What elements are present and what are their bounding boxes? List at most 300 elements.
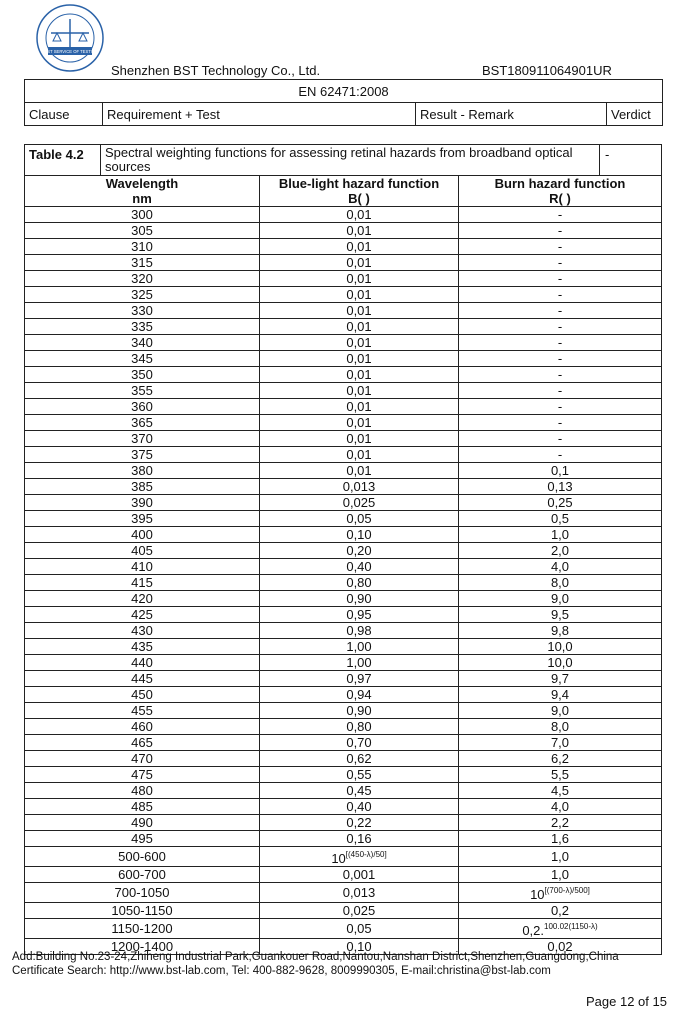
blue-light-value-cell [260,351,459,367]
table-row [25,639,662,655]
wavelength-cell-text: 390 [131,495,153,510]
wavelength-cell-text: 305 [131,223,153,238]
blue-light-value-cell-text: 0,80 [346,575,372,590]
blue-light-value-cell-text: 0,10 [346,939,372,954]
burn-value-cell-text: 1,6 [550,831,570,846]
wavelength-cell-text: 400 [131,527,153,542]
blue-light-value-cell-text: 1,00 [346,639,372,654]
blue-light-value-cell-text: 0,01 [346,431,372,446]
wavelength-column-header [25,176,260,207]
wavelength-cell-text: 350 [131,367,153,382]
table-row [25,271,662,287]
blue-light-value-cell [260,207,459,223]
table-row [25,575,662,591]
blue-light-value-cell-text: 0,013 [342,479,376,494]
burn-value-cell [459,239,662,255]
blue-light-value-cell [260,447,459,463]
blue-light-value-cell-text: 0,01 [346,287,372,302]
burn-value-cell [459,799,662,815]
blue-light-value-cell-text: 0,80 [346,719,372,734]
wavelength-cell-text: 495 [131,831,153,846]
blue-light-value-cell-text: 0,01 [346,319,372,334]
blue-light-value-cell-text: 0,01 [346,383,372,398]
burn-value-cell-text: - [557,303,563,318]
burn-value-cell [459,495,662,511]
blue-light-value-cell [260,319,459,335]
blue-light-value-cell-text: 0,01 [346,335,372,350]
blue-light-value-cell [260,367,459,383]
blue-light-value-cell [260,495,459,511]
burn-value-cell-text: - [557,351,563,366]
wavelength-cell [25,703,260,719]
report-header-table [24,79,663,126]
wavelength-cell-text: 395 [131,511,153,526]
table-row [25,223,662,239]
wavelength-cell [25,735,260,751]
wavelength-cell [25,783,260,799]
burn-value-cell-exponent: 100.02(1150-λ) [544,922,598,931]
wavelength-cell-text: 500-600 [118,849,166,864]
blue-light-value-cell [260,335,459,351]
table-row [25,903,662,919]
wavelength-cell [25,527,260,543]
blue-light-value-cell-text: 0,45 [346,783,372,798]
burn-value-cell-text: - [557,255,563,270]
wavelength-cell-text: 480 [131,783,153,798]
burn-value-cell-text: 0,2 [550,903,570,918]
blue-light-value-cell-text: 0,01 [346,223,372,238]
blue-light-value-cell-text: 0,05 [346,921,372,936]
burn-value-cell [459,767,662,783]
blue-light-value-cell [260,255,459,271]
blue-light-value-cell [260,431,459,447]
standard-name: EN 62471:2008 [25,80,663,103]
blue-light-value-cell-text: 0,62 [346,751,372,766]
burn-value-cell-text: 1,0 [550,527,570,542]
wavelength-cell [25,399,260,415]
table-row [25,287,662,303]
burn-value-cell [459,687,662,703]
wavelength-cell [25,751,260,767]
blue-light-value-cell-text: 0,22 [346,815,372,830]
table-title-row [24,144,662,176]
wavelength-cell [25,919,260,939]
table-row [25,351,662,367]
blue-light-value-cell-text: 0,90 [346,703,372,718]
wavelength-cell [25,463,260,479]
burn-value-cell [459,511,662,527]
wavelength-cell [25,831,260,847]
wavelength-cell-text: 450 [131,687,153,702]
blue-light-value-cell [260,463,459,479]
burn-value-cell-text: - [557,399,563,414]
burn-value-cell [459,847,662,867]
blue-light-value-cell [260,767,459,783]
blue-light-value-cell-text: 10 [331,851,346,866]
wavelength-cell [25,447,260,463]
wavelength-cell-text: 465 [131,735,153,750]
wavelength-cell-text: 375 [131,447,153,462]
burn-value-cell-text: 0,13 [547,479,573,494]
burn-value-cell [459,783,662,799]
wavelength-cell-text: 600-700 [118,867,166,882]
blue-light-value-cell [260,575,459,591]
svg-text:BEST SERVICE OF TESTING: BEST SERVICE OF TESTING [41,49,99,54]
blue-light-value-cell [260,831,459,847]
burn-value-cell [459,543,662,559]
blue-light-value-cell-text: 0,98 [346,623,372,638]
burn-value-cell [459,639,662,655]
blue-light-value-cell [260,799,459,815]
burn-value-cell [459,335,662,351]
wavelength-cell-text: 485 [131,799,153,814]
wavelength-cell [25,847,260,867]
wavelength-cell [25,591,260,607]
burn-value-cell [459,319,662,335]
table-row [25,367,662,383]
burn-value-cell-text: 10 [530,887,545,902]
table-row [25,319,662,335]
blue-light-value-cell [260,639,459,655]
table-row [25,303,662,319]
table-row [25,255,662,271]
burn-value-cell-text: 9,0 [550,703,570,718]
wavelength-cell-text: 700-1050 [114,885,170,900]
blue-light-value-cell-text: 0,01 [346,271,372,286]
burn-value-cell-text: 9,8 [550,623,570,638]
burn-value-cell-text: 2,2 [550,815,570,830]
wavelength-cell [25,883,260,903]
table-row [25,751,662,767]
wavelength-cell-text: 330 [131,303,153,318]
table-row [25,703,662,719]
burn-value-cell [459,671,662,687]
table-row [25,719,662,735]
wavelength-cell-text: 360 [131,399,153,414]
page-number: Page 12 of 15 [586,994,667,1009]
burn-value-cell-text: 0,1 [550,463,570,478]
table-verdict: - [600,145,662,176]
blue-light-value-cell [260,223,459,239]
burn-header-line1: Burn hazard function [494,176,626,191]
table-row [25,867,662,883]
wavelength-cell [25,687,260,703]
wavelength-cell-text: 325 [131,287,153,302]
wavelength-cell-text: 315 [131,255,153,270]
blue-light-value-cell-text: 0,01 [346,415,372,430]
table-row [25,831,662,847]
wavelength-cell-text: 1200-1400 [110,939,174,954]
blue-light-value-cell-text: 0,16 [346,831,372,846]
wavelength-cell [25,575,260,591]
blue-light-value-cell [260,719,459,735]
burn-value-cell [459,463,662,479]
wavelength-cell-text: 300 [131,207,153,222]
blue-light-value-cell [260,919,459,939]
wavelength-cell [25,303,260,319]
blue-light-value-cell [260,903,459,919]
table-number: Table 4.2 [25,145,101,176]
blue-light-value-cell-text: 0,013 [342,885,376,900]
blue-light-value-cell-text: 0,025 [342,903,376,918]
burn-value-cell [459,207,662,223]
table-row [25,783,662,799]
verdict-header: Verdict [607,103,663,126]
burn-value-cell [459,815,662,831]
blue-light-value-cell [260,527,459,543]
blue-light-value-cell [260,815,459,831]
blue-light-value-cell-exponent: [(450-λ)/50] [345,850,387,859]
burn-value-cell [459,559,662,575]
table-row [25,527,662,543]
burn-value-cell-text: 0,5 [550,511,570,526]
wavelength-cell-text: 355 [131,383,153,398]
burn-value-cell [459,287,662,303]
wavelength-cell [25,623,260,639]
footer-address: Add:Building No.23-24,Zhiheng Industrial Park,Guankouer Road,Nantou,Nanshan District,Shenzhen,Guangdong,China [12,951,619,963]
burn-value-cell [459,751,662,767]
wavelength-cell [25,239,260,255]
burn-value-cell-text: 4,0 [550,799,570,814]
blue-light-value-cell [260,479,459,495]
wavelength-cell [25,799,260,815]
burn-header-symbol: R( ) [549,191,571,206]
blue-light-value-cell-text: 0,40 [346,799,372,814]
blue-light-value-cell-text: 0,90 [346,591,372,606]
table-row [25,847,662,867]
table-row [25,607,662,623]
table-row [25,591,662,607]
burn-value-cell-text: 5,5 [550,767,570,782]
company-name: Shenzhen BST Technology Co., Ltd. [111,63,321,78]
report-number: BST180911064901UR [482,63,612,78]
blue-light-value-cell-text: 0,01 [346,399,372,414]
blue-light-header-symbol: B( ) [348,191,370,206]
blue-light-value-cell-text: 0,20 [346,543,372,558]
blue-light-value-cell-text: 0,01 [346,255,372,270]
burn-value-cell-text: - [557,383,563,398]
burn-value-cell [459,703,662,719]
wavelength-cell-text: 410 [131,559,153,574]
burn-value-cell [459,367,662,383]
wavelength-cell [25,815,260,831]
blue-light-value-cell [260,287,459,303]
wavelength-cell [25,639,260,655]
table-row [25,655,662,671]
wavelength-cell-text: 365 [131,415,153,430]
table-row [25,883,662,903]
wavelength-cell [25,511,260,527]
wavelength-cell-text: 385 [131,479,153,494]
table-row [25,207,662,223]
wavelength-cell-text: 420 [131,591,153,606]
wavelength-cell [25,415,260,431]
burn-value-cell-text: - [557,271,563,286]
table-row [25,415,662,431]
wavelength-cell [25,255,260,271]
wavelength-cell [25,607,260,623]
wavelength-cell-text: 440 [131,655,153,670]
burn-value-cell [459,255,662,271]
table-row [25,687,662,703]
wavelength-cell [25,559,260,575]
wavelength-cell [25,903,260,919]
burn-value-cell-text: 9,0 [550,591,570,606]
burn-value-cell-text: - [557,223,563,238]
burn-value-cell-text: 4,5 [550,783,570,798]
burn-value-cell [459,919,662,939]
wavelength-cell [25,223,260,239]
blue-light-value-cell [260,303,459,319]
blue-light-value-cell-text: 0,01 [346,367,372,382]
blue-light-value-cell [260,783,459,799]
burn-value-cell-text: 0,02 [547,939,573,954]
blue-light-value-cell [260,671,459,687]
blue-light-value-cell-text: 0,97 [346,671,372,686]
burn-value-cell-text: 10,0 [547,655,573,670]
burn-value-cell [459,351,662,367]
table-row [25,431,662,447]
burn-value-cell [459,383,662,399]
blue-light-value-cell-text: 0,01 [346,239,372,254]
burn-value-cell-text: 10,0 [547,639,573,654]
burn-value-cell [459,831,662,847]
burn-value-cell-text: - [557,431,563,446]
burn-value-cell-exponent: [(700-λ)/500] [544,886,590,895]
table-row [25,767,662,783]
burn-value-cell [459,623,662,639]
wavelength-cell-text: 445 [131,671,153,686]
blue-light-value-cell [260,271,459,287]
blue-light-value-cell-text: 0,001 [342,867,376,882]
burn-value-cell-text: 7,0 [550,735,570,750]
burn-value-cell [459,883,662,903]
spectral-weighting-table [24,175,662,955]
blue-light-value-cell [260,655,459,671]
table-row [25,559,662,575]
blue-light-value-cell-text: 0,05 [346,511,372,526]
wavelength-cell-text: 1150-1200 [111,921,173,936]
wavelength-header-unit: nm [132,191,152,206]
result-header: Result - Remark [416,103,607,126]
burn-value-cell-text: - [557,367,563,382]
wavelength-cell-text: 490 [131,815,153,830]
blue-light-value-cell [260,883,459,903]
blue-light-value-cell [260,383,459,399]
blue-light-value-cell [260,607,459,623]
burn-value-cell-text: 0,2. [522,923,544,938]
wavelength-cell [25,319,260,335]
blue-light-value-cell-text: 0,01 [346,447,372,462]
blue-light-value-cell [260,735,459,751]
burn-value-cell-text: 9,5 [550,607,570,622]
burn-value-cell-text: - [557,447,563,462]
wavelength-cell-text: 335 [131,319,153,334]
burn-column-header [459,176,662,207]
table-title: Spectral weighting functions for assessing retinal hazards from broadband optical sources [101,145,600,176]
wavelength-cell [25,671,260,687]
table-row [25,735,662,751]
blue-light-value-cell [260,591,459,607]
wavelength-cell [25,655,260,671]
wavelength-cell-text: 425 [131,607,153,622]
table-row [25,495,662,511]
blue-light-value-cell-text: 0,025 [342,495,376,510]
blue-light-value-cell [260,703,459,719]
burn-value-cell-text: 0,25 [547,495,573,510]
burn-value-cell [459,719,662,735]
wavelength-cell-text: 430 [131,623,153,638]
blue-light-value-cell-text: 0,01 [346,463,372,478]
table-row [25,335,662,351]
blue-light-value-cell-text: 0,40 [346,559,372,574]
burn-value-cell-text: - [557,239,563,254]
burn-value-cell [459,655,662,671]
table-row [25,799,662,815]
burn-value-cell-text: 2,0 [550,543,570,558]
blue-light-header-line1: Blue-light hazard function [278,176,440,191]
wavelength-cell-text: 310 [131,239,153,254]
table-row [25,671,662,687]
footer-contact: Certificate Search: http://www.bst-lab.com, Tel: 400-882-9628, 8009990305, E-mail:christina@bst-lab.com [12,965,551,977]
burn-value-cell-text: 8,0 [550,719,570,734]
wavelength-cell [25,271,260,287]
table-body [25,207,662,955]
burn-value-cell-text: - [557,335,563,350]
wavelength-cell-text: 475 [131,767,153,782]
company-logo [35,3,105,73]
burn-value-cell-text: - [557,207,563,222]
burn-value-cell [459,527,662,543]
blue-light-value-cell-text: 1,00 [346,655,372,670]
wavelength-cell [25,867,260,883]
burn-value-cell-text: 6,2 [550,751,570,766]
blue-light-value-cell-text: 0,70 [346,735,372,750]
wavelength-cell [25,351,260,367]
wavelength-cell [25,367,260,383]
burn-value-cell [459,867,662,883]
burn-value-cell-text: 8,0 [550,575,570,590]
wavelength-cell-text: 370 [131,431,153,446]
clause-header: Clause [25,103,103,126]
blue-light-value-cell [260,847,459,867]
wavelength-cell [25,207,260,223]
table-row [25,815,662,831]
table-row [25,463,662,479]
table-row [25,447,662,463]
blue-light-value-cell [260,623,459,639]
burn-value-cell [459,399,662,415]
blue-light-value-cell-text: 0,55 [346,767,372,782]
burn-value-cell [459,903,662,919]
burn-value-cell [459,271,662,287]
wavelength-header-line1: Wavelength [105,176,179,191]
wavelength-cell [25,335,260,351]
wavelength-cell-text: 460 [131,719,153,734]
burn-value-cell [459,575,662,591]
blue-light-value-cell-text: 0,01 [346,303,372,318]
blue-light-column-header [260,176,459,207]
table-row [25,919,662,939]
wavelength-cell [25,479,260,495]
burn-value-cell-text: 1,0 [550,849,570,864]
blue-light-value-cell [260,751,459,767]
burn-value-cell [459,431,662,447]
burn-value-cell-text: 9,4 [550,687,570,702]
wavelength-cell-text: 435 [131,639,153,654]
wavelength-cell-text: 380 [131,463,153,478]
wavelength-cell [25,719,260,735]
